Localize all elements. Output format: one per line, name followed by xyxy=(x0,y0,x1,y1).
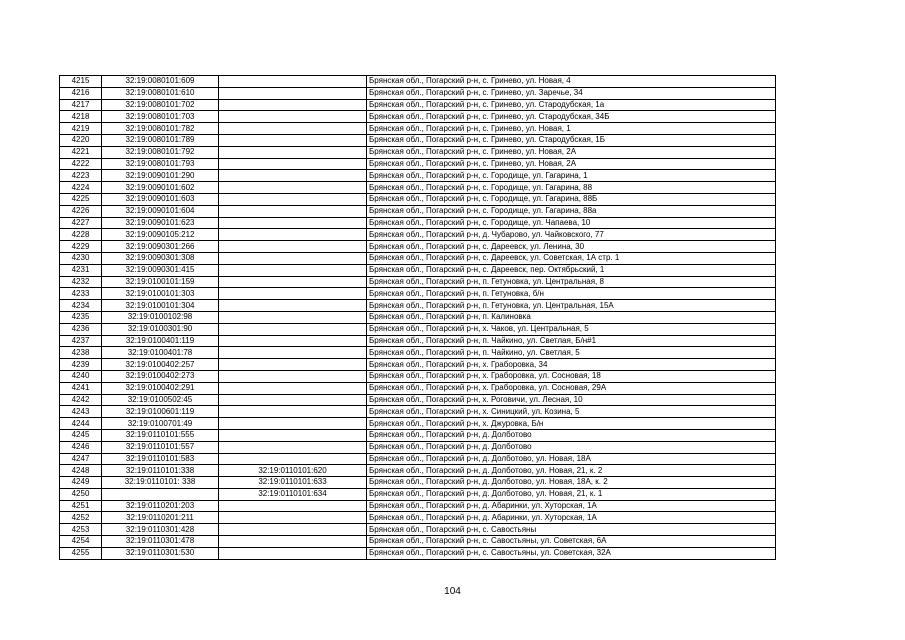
address-cell: Брянская обл., Погарский р-н, п. Чайкино, ул. Светлая, 5 xyxy=(367,347,776,359)
row-number-cell: 4242 xyxy=(60,394,102,406)
cadastral-number-cell: 32:19:0090101:290 xyxy=(102,170,219,182)
table-row xyxy=(60,99,776,111)
table-row xyxy=(60,323,776,335)
related-cadastral-number-cell xyxy=(219,524,367,536)
table-row xyxy=(60,123,776,135)
table-row xyxy=(60,87,776,99)
table-row xyxy=(60,229,776,241)
row-number-cell: 4237 xyxy=(60,335,102,347)
registry-table xyxy=(59,75,776,560)
address-cell: Брянская обл., Погарский р-н, п. Гетуновка, ул. Центральная, 8 xyxy=(367,276,776,288)
address-cell: Брянская обл., Погарский р-н, с. Городище, ул. Гагарина, 88а xyxy=(367,205,776,217)
row-number-cell: 4239 xyxy=(60,359,102,371)
cadastral-number-cell: 32:19:0100101:304 xyxy=(102,300,219,312)
related-cadastral-number-cell xyxy=(219,406,367,418)
address-cell: Брянская обл., Погарский р-н, с. Дареевск, ул. Советская, 1А стр. 1 xyxy=(367,252,776,264)
cadastral-number-cell: 32:19:0090101:602 xyxy=(102,182,219,194)
cadastral-number-cell: 32:19:0100402:257 xyxy=(102,359,219,371)
related-cadastral-number-cell xyxy=(219,217,367,229)
address-cell: Брянская обл., Погарский р-н, х. Граборовка, ул. Сосновая, 18 xyxy=(367,370,776,382)
row-number-cell: 4240 xyxy=(60,370,102,382)
table-row xyxy=(60,335,776,347)
row-number-cell: 4215 xyxy=(60,76,102,88)
row-number-cell: 4238 xyxy=(60,347,102,359)
cadastral-number-cell xyxy=(102,488,219,500)
related-cadastral-number-cell xyxy=(219,441,367,453)
row-number-cell: 4250 xyxy=(60,488,102,500)
related-cadastral-number-cell xyxy=(219,500,367,512)
row-number-cell: 4244 xyxy=(60,418,102,430)
table-row xyxy=(60,465,776,477)
related-cadastral-number-cell xyxy=(219,134,367,146)
related-cadastral-number-cell xyxy=(219,264,367,276)
cadastral-number-cell: 32:19:0080101:792 xyxy=(102,146,219,158)
address-cell: Брянская обл., Погарский р-н, х. Джуровка, Б/н xyxy=(367,418,776,430)
table-row xyxy=(60,524,776,536)
row-number-cell: 4223 xyxy=(60,170,102,182)
cadastral-number-cell: 32:19:0100101:303 xyxy=(102,288,219,300)
address-cell: Брянская обл., Погарский р-н, д. Долботово, ул. Новая, 21, к. 2 xyxy=(367,465,776,477)
row-number-cell: 4241 xyxy=(60,382,102,394)
row-number-cell: 4252 xyxy=(60,512,102,524)
table-row xyxy=(60,418,776,430)
address-cell: Брянская обл., Погарский р-н, с. Городище, ул. Гагарина, 88Б xyxy=(367,193,776,205)
table-row xyxy=(60,264,776,276)
related-cadastral-number-cell xyxy=(219,347,367,359)
address-cell: Брянская обл., Погарский р-н, с. Дареевск, пер. Октябрьский, 1 xyxy=(367,264,776,276)
address-cell: Брянская обл., Погарский р-н, п. Калиновка xyxy=(367,311,776,323)
related-cadastral-number-cell xyxy=(219,359,367,371)
row-number-cell: 4226 xyxy=(60,205,102,217)
cadastral-number-cell: 32:19:0090105:212 xyxy=(102,229,219,241)
row-number-cell: 4246 xyxy=(60,441,102,453)
address-cell: Брянская обл., Погарский р-н, с. Дареевск, ул. Ленина, 30 xyxy=(367,241,776,253)
related-cadastral-number-cell xyxy=(219,323,367,335)
related-cadastral-number-cell xyxy=(219,300,367,312)
cadastral-number-cell: 32:19:0100301:90 xyxy=(102,323,219,335)
row-number-cell: 4230 xyxy=(60,252,102,264)
address-cell: Брянская обл., Погарский р-н, с. Гринево, ул. Новая, 2А xyxy=(367,146,776,158)
address-cell: Брянская обл., Погарский р-н, д. Абаринки, ул. Хуторская, 1А xyxy=(367,500,776,512)
table-row xyxy=(60,182,776,194)
cadastral-number-cell: 32:19:0090301:308 xyxy=(102,252,219,264)
related-cadastral-number-cell xyxy=(219,123,367,135)
row-number-cell: 4222 xyxy=(60,158,102,170)
table-row xyxy=(60,158,776,170)
cadastral-number-cell: 32:19:0090101:603 xyxy=(102,193,219,205)
related-cadastral-number-cell xyxy=(219,288,367,300)
address-cell: Брянская обл., Погарский р-н, с. Гринево, ул. Новая, 2А xyxy=(367,158,776,170)
related-cadastral-number-cell xyxy=(219,170,367,182)
address-cell: Брянская обл., Погарский р-н, с. Савостьяны, ул. Советская, 6А xyxy=(367,536,776,548)
related-cadastral-number-cell: 32:19:0110101:634 xyxy=(219,488,367,500)
table-row xyxy=(60,547,776,559)
cadastral-number-cell: 32:19:0100601:119 xyxy=(102,406,219,418)
cadastral-number-cell: 32:19:0100101:159 xyxy=(102,276,219,288)
cadastral-number-cell: 32:19:0100402:273 xyxy=(102,370,219,382)
related-cadastral-number-cell xyxy=(219,536,367,548)
related-cadastral-number-cell xyxy=(219,205,367,217)
registry-table-body xyxy=(60,76,776,560)
address-cell: Брянская обл., Погарский р-н, х. Синицкий, ул. Козина, 5 xyxy=(367,406,776,418)
related-cadastral-number-cell xyxy=(219,99,367,111)
table-row xyxy=(60,453,776,465)
related-cadastral-number-cell xyxy=(219,76,367,88)
table-row xyxy=(60,477,776,489)
row-number-cell: 4236 xyxy=(60,323,102,335)
related-cadastral-number-cell xyxy=(219,453,367,465)
related-cadastral-number-cell xyxy=(219,547,367,559)
table-row xyxy=(60,170,776,182)
row-number-cell: 4249 xyxy=(60,477,102,489)
cadastral-number-cell: 32:19:0080101:609 xyxy=(102,76,219,88)
row-number-cell: 4251 xyxy=(60,500,102,512)
table-row xyxy=(60,146,776,158)
related-cadastral-number-cell xyxy=(219,241,367,253)
table-row xyxy=(60,359,776,371)
row-number-cell: 4231 xyxy=(60,264,102,276)
table-row xyxy=(60,512,776,524)
row-number-cell: 4235 xyxy=(60,311,102,323)
address-cell: Брянская обл., Погарский р-н, с. Городище, ул. Гагарина, 1 xyxy=(367,170,776,182)
row-number-cell: 4243 xyxy=(60,406,102,418)
row-number-cell: 4228 xyxy=(60,229,102,241)
cadastral-number-cell: 32:19:0080101:610 xyxy=(102,87,219,99)
related-cadastral-number-cell xyxy=(219,111,367,123)
row-number-cell: 4232 xyxy=(60,276,102,288)
related-cadastral-number-cell xyxy=(219,382,367,394)
cadastral-number-cell: 32:19:0100402:291 xyxy=(102,382,219,394)
address-cell: Брянская обл., Погарский р-н, х. Граборовка, ул. Сосновая, 29А xyxy=(367,382,776,394)
related-cadastral-number-cell: 32:19:0110101:633 xyxy=(219,477,367,489)
table-row xyxy=(60,370,776,382)
cadastral-number-cell: 32:19:0080101:789 xyxy=(102,134,219,146)
row-number-cell: 4225 xyxy=(60,193,102,205)
table-row xyxy=(60,252,776,264)
row-number-cell: 4245 xyxy=(60,429,102,441)
row-number-cell: 4248 xyxy=(60,465,102,477)
related-cadastral-number-cell xyxy=(219,335,367,347)
row-number-cell: 4224 xyxy=(60,182,102,194)
related-cadastral-number-cell xyxy=(219,182,367,194)
cadastral-number-cell: 32:19:0110101:338 xyxy=(102,465,219,477)
related-cadastral-number-cell xyxy=(219,158,367,170)
address-cell: Брянская обл., Погарский р-н, д. Абаринки, ул. Хуторская, 1А xyxy=(367,512,776,524)
address-cell: Брянская обл., Погарский р-н, с. Гринево, ул. Новая, 1 xyxy=(367,123,776,135)
row-number-cell: 4234 xyxy=(60,300,102,312)
address-cell: Брянская обл., Погарский р-н, д. Долботово, ул. Новая, 18А xyxy=(367,453,776,465)
row-number-cell: 4253 xyxy=(60,524,102,536)
cadastral-number-cell: 32:19:0080101:702 xyxy=(102,99,219,111)
page-number: 104 xyxy=(444,586,461,597)
cadastral-number-cell: 32:19:0100102:98 xyxy=(102,311,219,323)
cadastral-number-cell: 32:19:0100401:119 xyxy=(102,335,219,347)
table-row xyxy=(60,382,776,394)
address-cell: Брянская обл., Погарский р-н, д. Чубарово, ул. Чайковского, 77 xyxy=(367,229,776,241)
related-cadastral-number-cell xyxy=(219,252,367,264)
table-row xyxy=(60,429,776,441)
row-number-cell: 4218 xyxy=(60,111,102,123)
table-row xyxy=(60,276,776,288)
table-row xyxy=(60,111,776,123)
table-row xyxy=(60,394,776,406)
related-cadastral-number-cell xyxy=(219,394,367,406)
table-row xyxy=(60,441,776,453)
address-cell: Брянская обл., Погарский р-н, с. Городище, ул. Гагарина, 88 xyxy=(367,182,776,194)
related-cadastral-number-cell xyxy=(219,311,367,323)
related-cadastral-number-cell xyxy=(219,87,367,99)
cadastral-number-cell: 32:19:0110101:583 xyxy=(102,453,219,465)
row-number-cell: 4221 xyxy=(60,146,102,158)
table-row xyxy=(60,488,776,500)
cadastral-number-cell: 32:19:0080101:793 xyxy=(102,158,219,170)
related-cadastral-number-cell xyxy=(219,429,367,441)
table-row xyxy=(60,76,776,88)
row-number-cell: 4219 xyxy=(60,123,102,135)
cadastral-number-cell: 32:19:0110101:555 xyxy=(102,429,219,441)
address-cell: Брянская обл., Погарский р-н, х. Граборовка, 34 xyxy=(367,359,776,371)
row-number-cell: 4216 xyxy=(60,87,102,99)
table-row xyxy=(60,193,776,205)
cadastral-number-cell: 32:19:0090301:415 xyxy=(102,264,219,276)
related-cadastral-number-cell xyxy=(219,370,367,382)
address-cell: Брянская обл., Погарский р-н, с. Гринево, ул. Стародубская, 1а xyxy=(367,99,776,111)
cadastral-number-cell: 32:19:0100502:45 xyxy=(102,394,219,406)
row-number-cell: 4217 xyxy=(60,99,102,111)
row-number-cell: 4247 xyxy=(60,453,102,465)
row-number-cell: 4227 xyxy=(60,217,102,229)
address-cell: Брянская обл., Погарский р-н, с. Гринево, ул. Стародубская, 34Б xyxy=(367,111,776,123)
cadastral-number-cell: 32:19:0090101:623 xyxy=(102,217,219,229)
row-number-cell: 4233 xyxy=(60,288,102,300)
address-cell: Брянская обл., Погарский р-н, п. Гетуновка, б/н xyxy=(367,288,776,300)
address-cell: Брянская обл., Погарский р-н, с. Гринево, ул. Новая, 4 xyxy=(367,76,776,88)
cadastral-number-cell: 32:19:0110201:211 xyxy=(102,512,219,524)
cadastral-number-cell: 32:19:0110301:530 xyxy=(102,547,219,559)
related-cadastral-number-cell xyxy=(219,418,367,430)
address-cell: Брянская обл., Погарский р-н, с. Савостьяны xyxy=(367,524,776,536)
cadastral-number-cell: 32:19:0110101:557 xyxy=(102,441,219,453)
address-cell: Брянская обл., Погарский р-н, х. Роговичи, ул. Лесная, 10 xyxy=(367,394,776,406)
row-number-cell: 4254 xyxy=(60,536,102,548)
cadastral-number-cell: 32:19:0080101:782 xyxy=(102,123,219,135)
table-row xyxy=(60,300,776,312)
cadastral-number-cell: 32:19:0100701:49 xyxy=(102,418,219,430)
address-cell: Брянская обл., Погарский р-н, х. Чаков, ул. Центральная, 5 xyxy=(367,323,776,335)
cadastral-number-cell: 32:19:0110101: 338 xyxy=(102,477,219,489)
related-cadastral-number-cell xyxy=(219,512,367,524)
table-row xyxy=(60,500,776,512)
row-number-cell: 4229 xyxy=(60,241,102,253)
cadastral-number-cell: 32:19:0090301:266 xyxy=(102,241,219,253)
address-cell: Брянская обл., Погарский р-н, с. Савостьяны, ул. Советская, 32А xyxy=(367,547,776,559)
table-row xyxy=(60,536,776,548)
address-cell: Брянская обл., Погарский р-н, д. Долботово, ул. Новая, 18А, к. 2 xyxy=(367,477,776,489)
cadastral-number-cell: 32:19:0110301:428 xyxy=(102,524,219,536)
address-cell: Брянская обл., Погарский р-н, д. Долботово xyxy=(367,441,776,453)
address-cell: Брянская обл., Погарский р-н, д. Долботово, ул. Новая, 21, к. 1 xyxy=(367,488,776,500)
related-cadastral-number-cell: 32:19:0110101:620 xyxy=(219,465,367,477)
address-cell: Брянская обл., Погарский р-н, с. Гринево, ул. Заречье, 34 xyxy=(367,87,776,99)
table-row xyxy=(60,205,776,217)
table-row xyxy=(60,288,776,300)
related-cadastral-number-cell xyxy=(219,276,367,288)
row-number-cell: 4220 xyxy=(60,134,102,146)
address-cell: Брянская обл., Погарский р-н, с. Городище, ул. Чапаева, 10 xyxy=(367,217,776,229)
row-number-cell: 4255 xyxy=(60,547,102,559)
cadastral-number-cell: 32:19:0090101:604 xyxy=(102,205,219,217)
table-row xyxy=(60,217,776,229)
cadastral-number-cell: 32:19:0100401:78 xyxy=(102,347,219,359)
address-cell: Брянская обл., Погарский р-н, с. Гринево, ул. Стародубская, 1Б xyxy=(367,134,776,146)
table-row xyxy=(60,406,776,418)
cadastral-number-cell: 32:19:0110201:203 xyxy=(102,500,219,512)
table-row xyxy=(60,241,776,253)
table-row xyxy=(60,347,776,359)
cadastral-number-cell: 32:19:0110301:478 xyxy=(102,536,219,548)
table-row xyxy=(60,134,776,146)
cadastral-number-cell: 32:19:0080101:703 xyxy=(102,111,219,123)
related-cadastral-number-cell xyxy=(219,229,367,241)
address-cell: Брянская обл., Погарский р-н, п. Чайкино, ул. Светлая, Б/н#1 xyxy=(367,335,776,347)
address-cell: Брянская обл., Погарский р-н, п. Гетуновка, ул. Центральная, 15А xyxy=(367,300,776,312)
related-cadastral-number-cell xyxy=(219,193,367,205)
table-row xyxy=(60,311,776,323)
related-cadastral-number-cell xyxy=(219,146,367,158)
address-cell: Брянская обл., Погарский р-н, д. Долботово xyxy=(367,429,776,441)
